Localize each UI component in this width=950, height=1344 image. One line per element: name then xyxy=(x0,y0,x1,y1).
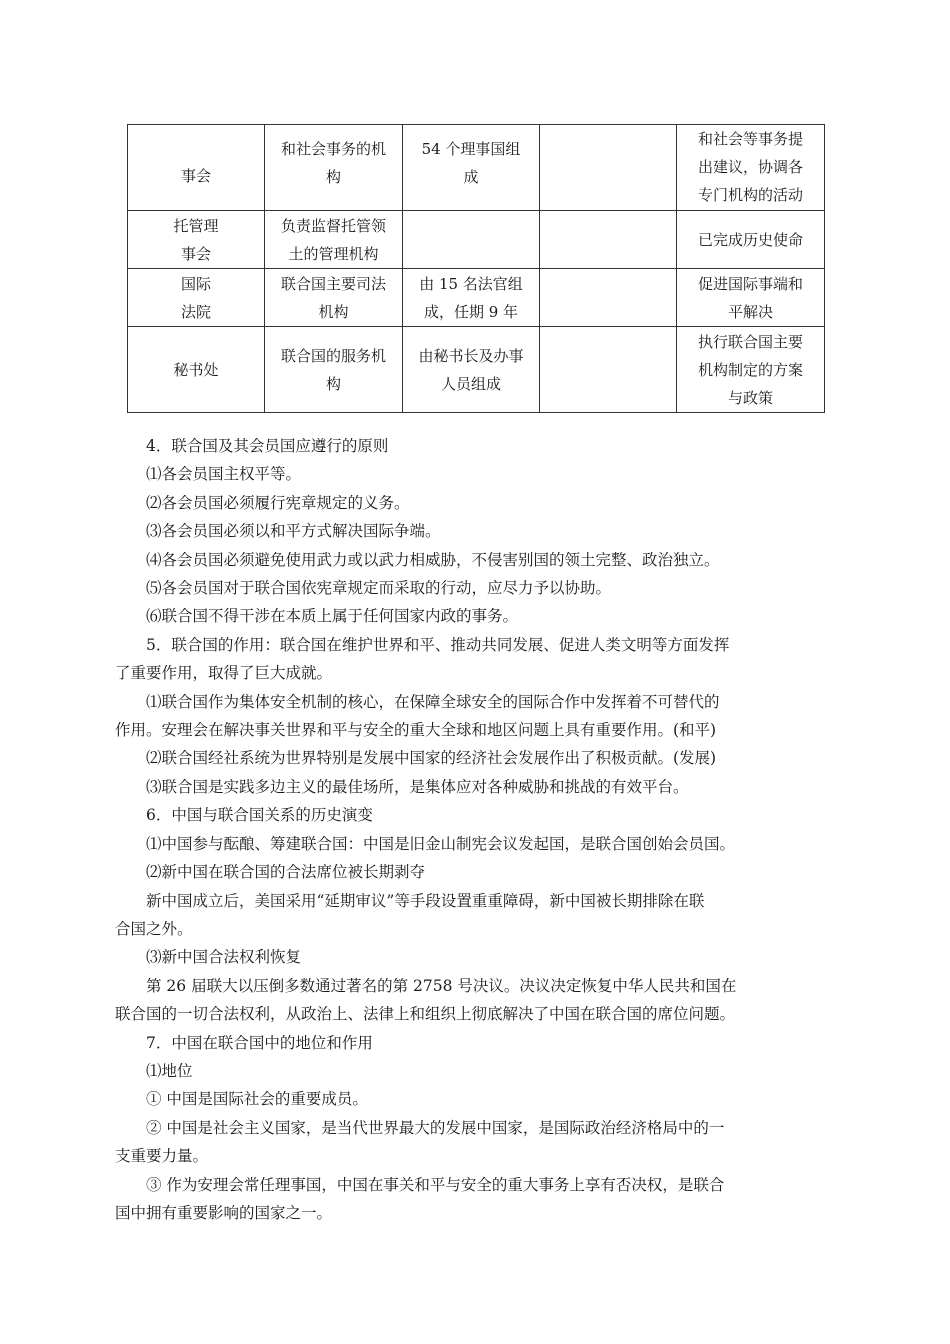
list-item: ⑵联合国经社系统为世界特别是发展中国家的经济社会发展作出了积极贡献。(发展) xyxy=(146,749,717,768)
organ-function-cell xyxy=(677,211,825,269)
organ-name-cell xyxy=(128,125,265,211)
list-item: ⑶新中国合法权利恢复 xyxy=(146,948,302,967)
cell-line: 法院 xyxy=(180,302,211,321)
cell-line: 和社会等事务提 xyxy=(697,130,803,148)
table-row xyxy=(128,211,825,269)
cell-line: 构 xyxy=(325,374,341,393)
list-item: ⑶各会员国必须以和平方式解决国际争端。 xyxy=(146,522,441,541)
cell-line: 与政策 xyxy=(727,388,773,407)
cell-line: 事会 xyxy=(180,244,211,263)
list-item: ⑶联合国是实践多边主义的最佳场所，是集体应对各种威胁和挑战的有效平台。 xyxy=(146,777,689,796)
organ-nature-cell xyxy=(265,125,403,211)
cell-line: 专门机构的活动 xyxy=(697,186,803,204)
section-heading: 5．联合国的作用：联合国在维护世界和平、推动共同发展、促进人类文明等方面发挥 xyxy=(146,635,730,654)
cell-line: 成，任期 9 年 xyxy=(423,302,519,321)
cell-line: 事会 xyxy=(180,166,211,185)
list-item: ⑴各会员国主权平等。 xyxy=(146,465,302,484)
paragraph-line: 合国之外。 xyxy=(115,919,193,938)
cell-line: 负责监督托管领 xyxy=(280,216,386,235)
table-row xyxy=(128,269,825,327)
empty-cell xyxy=(540,125,677,211)
list-item: ② 中国是社会主义国家，是当代世界最大的发展中国家，是国际政治经济格局中的一 xyxy=(146,1118,725,1137)
organ-nature-cell xyxy=(265,211,403,269)
cell-line: 构 xyxy=(325,168,341,186)
list-item: ⑵各会员国必须履行宪章规定的义务。 xyxy=(146,493,410,512)
table-row xyxy=(128,125,825,211)
un-organs-table xyxy=(127,124,825,413)
cell-line: 由 15 名法官组 xyxy=(419,274,523,293)
cell-line: 由秘书长及办事 xyxy=(418,346,524,365)
organ-name-cell xyxy=(128,269,265,327)
paragraph-line: 联合国的一切合法权利，从政治上、法律上和组织上彻底解决了中国在联合国的席位问题。 xyxy=(115,1005,736,1024)
organ-composition-cell xyxy=(403,269,540,327)
list-item: ③ 作为安理会常任理事国，中国在事关和平与安全的重大事务上享有否决权，是联合 xyxy=(146,1175,725,1194)
paragraph-line: 第 26 届联大以压倒多数通过著名的第 2758 号决议。决议决定恢复中华人民共和国在 xyxy=(146,976,737,995)
empty-cell xyxy=(540,269,677,327)
cell-line: 机构 xyxy=(318,302,349,321)
cell-line: 促进国际事端和 xyxy=(697,274,803,293)
paragraph-line: 作用。安理会在解决事关世界和平与安全的重大全球和地区问题上具有重要作用。(和平) xyxy=(115,721,717,740)
cell-line: 托管理 xyxy=(173,216,219,235)
cell-line: 机构制定的方案 xyxy=(697,360,803,379)
list-item: ① 中国是国际社会的重要成员。 xyxy=(146,1090,368,1109)
paragraph-line: 支重要力量。 xyxy=(115,1147,209,1166)
organ-name-cell xyxy=(128,327,265,413)
organ-nature-cell xyxy=(265,327,403,413)
cell-line: 和社会事务的机 xyxy=(280,140,386,158)
cell-line: 秘书处 xyxy=(173,360,219,379)
list-item: ⑵新中国在联合国的合法席位被长期剥夺 xyxy=(146,863,426,882)
cell-line: 人员组成 xyxy=(440,374,501,393)
cell-line: 已完成历史使命 xyxy=(697,230,803,249)
cell-line: 54 个理事国组 xyxy=(421,140,521,158)
cell-line: 国际 xyxy=(180,274,211,293)
list-item: ⑹联合国不得干涉在本质上属于任何国家内政的事务。 xyxy=(146,607,519,626)
section-heading: 6．中国与联合国关系的历史演变 xyxy=(146,806,373,825)
organ-composition-cell xyxy=(403,211,540,269)
list-item: ⑷各会员国必须避免使用武力或以武力相威胁，不侵害别国的领土完整、政治独立。 xyxy=(146,550,720,569)
paragraph-line: 国中拥有重要影响的国家之一。 xyxy=(115,1203,333,1222)
cell-line: 成 xyxy=(463,168,479,186)
cell-line: 平解决 xyxy=(727,302,773,321)
document-body xyxy=(115,432,822,1227)
cell-line: 出建议，协调各 xyxy=(697,158,803,176)
list-item: ⑴地位 xyxy=(146,1061,193,1080)
section-heading: 4．联合国及其会员国应遵行的原则 xyxy=(146,437,389,455)
empty-cell xyxy=(540,327,677,413)
paragraph-line: 新中国成立后，美国采用“延期审议”等手段设置重重障碍，新中国被长期排除在联 xyxy=(146,891,705,910)
organ-function-cell xyxy=(677,125,825,211)
empty-cell xyxy=(540,211,677,269)
organ-function-cell xyxy=(677,269,825,327)
paragraph-line: 了重要作用，取得了巨大成就。 xyxy=(115,664,333,683)
organ-nature-cell xyxy=(265,269,403,327)
table-row xyxy=(128,327,825,413)
list-item: ⑴联合国作为集体安全机制的核心，在保障全球安全的国际合作中发挥着不可替代的 xyxy=(146,692,720,711)
list-item: ⑴中国参与酝酿、筹建联合国：中国是旧金山制宪会议发起国，是联合国创始会员国。 xyxy=(146,834,736,853)
list-item: ⑸各会员国对于联合国依宪章规定而采取的行动，应尽力予以协助。 xyxy=(146,579,612,598)
organ-name-cell xyxy=(128,211,265,269)
cell-line: 土的管理机构 xyxy=(288,244,379,263)
organ-composition-cell xyxy=(403,327,540,413)
cell-line: 联合国主要司法 xyxy=(280,274,386,293)
cell-line: 联合国的服务机 xyxy=(280,346,386,365)
organ-function-cell xyxy=(677,327,825,413)
organ-composition-cell xyxy=(403,125,540,211)
cell-line: 执行联合国主要 xyxy=(697,332,803,351)
section-heading: 7．中国在联合国中的地位和作用 xyxy=(146,1033,373,1052)
